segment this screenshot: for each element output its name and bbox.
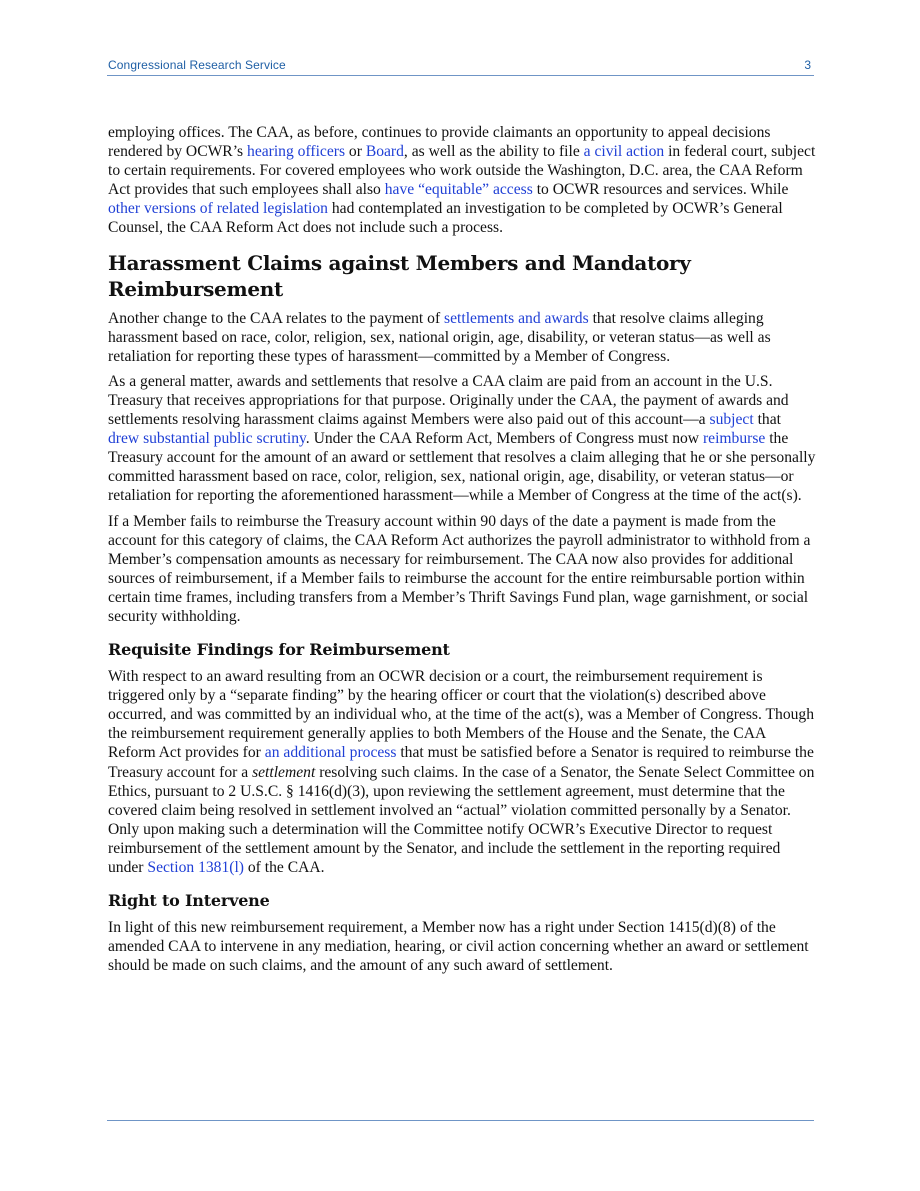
text-run: that	[753, 411, 781, 429]
section-heading-harassment-claims: Harassment Claims against Members and Mandatory Reimbursement	[108, 250, 691, 301]
text-run: had contemplated an investigation to be completed by OCWR’s General Counsel, the CAA Reform Act does not include such a process.	[108, 200, 783, 237]
header-divider	[107, 75, 814, 76]
paragraph-6	[108, 918, 816, 975]
text-run: that resolve claims alleging harassment based on race, color, religion, sex, national origin, age, disability, or veteran status—as well as retaliation for reporting these types of harassment—committed by a Member of Congress.	[108, 309, 771, 365]
text-run: . Under the CAA Reform Act, Members of Congress must now	[305, 430, 703, 448]
text-run: If a Member fails to reimburse the Treasury account within 90 days of the date a payment is made from the account for this category of claims, the CAA Reform Act authorizes the payroll administrator to withhold from a Member’s compensation amounts as necessary for reimbursement. The CAA now also provides for additional sources of reimbursement, if a Member fails to reimburse the account for the entire reimbursable portion within certain time frames, including transfers from a Member’s Thrift Savings Fund plan, wage garnishment, or social security withholding.	[108, 512, 811, 625]
link-additional-process[interactable]: an additional process	[264, 744, 397, 762]
text-run: With respect to an award resulting from an OCWR decision or a court, the reimbursement requirement is triggered only by a “separate finding” by the hearing officer or court that the violation(s) described above occurred, and was committed by an individual who, at the time of the act(s), was a Member of Congress. Though the reimbursement requirement generally applies to both Members of the House and the Senate, the CAA Reform Act provides for	[108, 668, 815, 762]
text-run: the Treasury account for the amount of an award or settlement that resolves a claim alleging that he or she personally committed harassment based on race, color, religion, sex, national origin, age, disability, or veteran status—or retaliation for reporting the aforementioned harassment—while a Member of Congress at the time of the act(s).	[108, 430, 816, 505]
header-page-number: 3	[804, 58, 811, 72]
text-run: , as well as the ability to file	[403, 143, 584, 161]
text-run: resolving such claims. In the case of a Senator, the Senate Select Committee on Ethics, pursuant to 2 U.S.C. § 1416(d)(3), upon reviewing the settlement agreement, must determine that the covered claim being resolved in settlement involved an “actual” violation committed personally by a Senator. Only upon making such a determination will the Committee notify OCWR’s Executive Director to request reimbursement of the settlement amount by the Senator, and include the settlement in the reporting required under	[108, 763, 815, 876]
subsection-heading-requisite-findings: Requisite Findings for Reimbursement	[108, 640, 450, 660]
paragraph-3	[108, 372, 816, 506]
subsection-heading-right-to-intervene: Right to Intervene	[108, 891, 270, 911]
link-reimburse[interactable]: reimburse	[702, 430, 766, 448]
link-civil-action[interactable]: a civil action	[583, 143, 665, 161]
text-run: Another change to the CAA relates to the payment of	[108, 309, 445, 327]
link-settlements-and-awards[interactable]: settlements and awards	[444, 309, 589, 327]
text-run: in federal court, subject to certain requirements. For covered employees who work outside the Washington, D.C. area, the CAA Reform Act provides that such employees shall also	[108, 143, 816, 199]
document-body	[108, 123, 816, 981]
paragraph-5	[108, 667, 816, 877]
header-organization: Congressional Research Service	[108, 58, 286, 72]
link-subject[interactable]: subject	[709, 411, 754, 429]
text-run: employing offices. The CAA, as before, continues to provide claimants an opportunity to appeal decisions rendered by OCWR’s	[108, 124, 771, 161]
text-run: of the CAA.	[243, 859, 325, 876]
text-run: or	[345, 143, 366, 161]
text-run: that must be satisfied before a Senator is required to reimburse the Treasury account for a	[108, 744, 814, 781]
paragraph-2	[108, 309, 816, 366]
text-run: As a general matter, awards and settlements that resolve a CAA claim are paid from an account in the U.S. Treasury that receives appropriations for that purpose. Originally under the CAA, the payment of awards and settlements resolving harassment claims against Members were also paid out of this account—a	[108, 372, 789, 429]
link-drew-public-scrutiny[interactable]: drew substantial public scrutiny	[108, 430, 306, 448]
paragraph-4	[108, 512, 816, 627]
link-equitable-access[interactable]: have “equitable” access	[384, 181, 533, 199]
text-run: In light of this new reimbursement requirement, a Member now has a right under Section 1415(d)(8) of the amended CAA to intervene in any mediation, hearing, or civil action concerning whether an award or settlement should be made on such claims, and the amount of any such award of settlement.	[108, 919, 809, 975]
text-run: to OCWR resources and services. While	[532, 181, 789, 199]
link-board[interactable]: Board	[365, 143, 404, 161]
link-section-1381[interactable]: Section 1381(l)	[147, 859, 244, 876]
footer-divider	[107, 1120, 814, 1121]
paragraph-1	[108, 123, 816, 238]
emphasis-settlement: settlement	[252, 763, 316, 781]
link-other-versions-legislation[interactable]: other versions of related legislation	[108, 200, 328, 218]
link-hearing-officers[interactable]: hearing officers	[247, 143, 346, 161]
page-header	[108, 58, 813, 76]
